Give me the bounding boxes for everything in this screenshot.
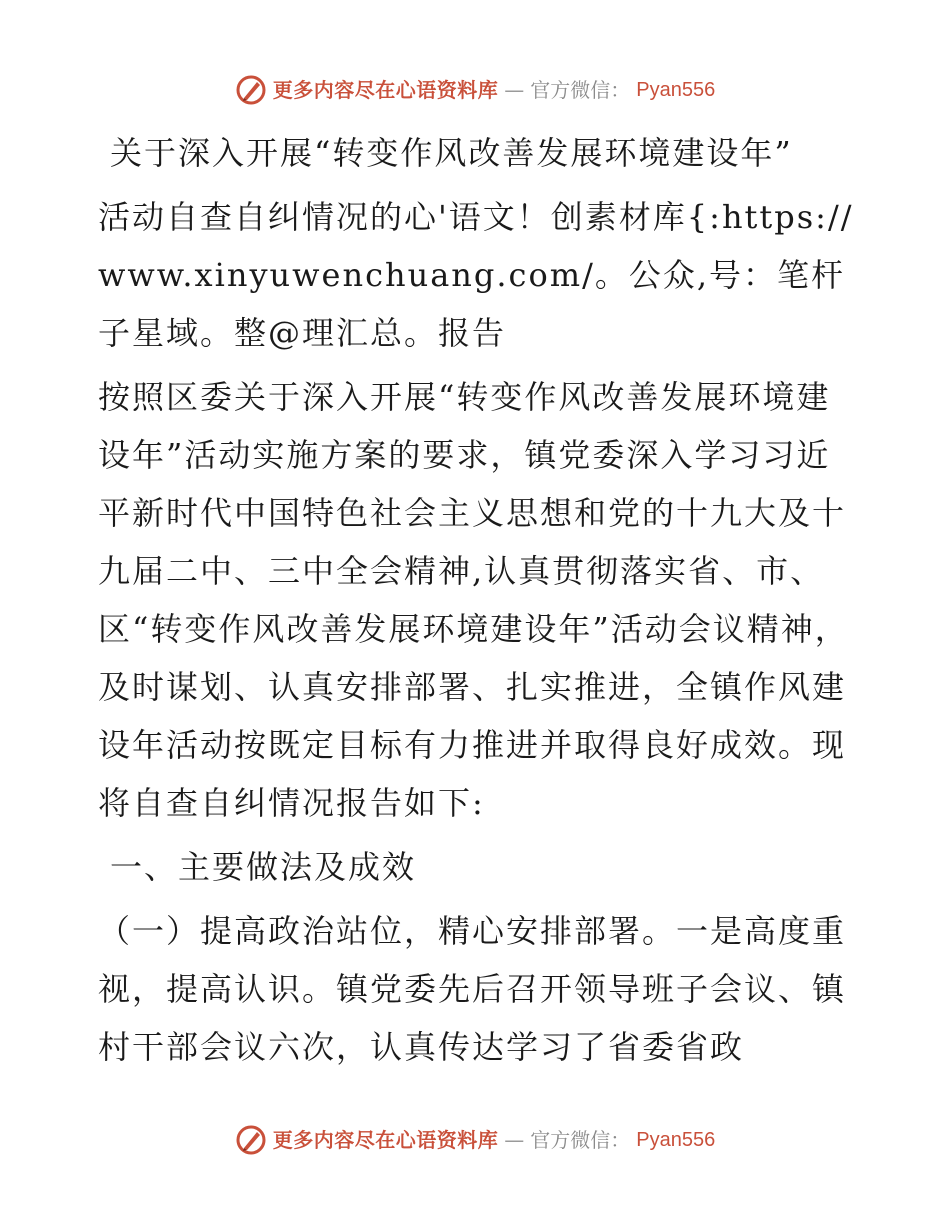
paragraph-intro: 按照区委关于深入开展“转变作风改善发展环境建设年”活动实施方案的要求，镇党委深入学习习近平新时代中国特色社会主义思想和党的十九大及十九届二中、三中全会精神,认真贯彻落实省、市、区“转变作风改善发展环境建设年”活动会议精神，及时谋划、认真安排部署、扎实推进，全镇作风建设年活动按既定目标有力推进并取得良好成效。现将自查自纠情况报告如下: xyxy=(98,378,849,822)
pen-logo-icon xyxy=(235,74,267,106)
watermark-text: 更多内容尽在心语资料库 xyxy=(272,1128,499,1152)
watermark-wechat-label: 官方微信： xyxy=(530,1128,631,1152)
watermark-header xyxy=(0,74,950,106)
watermark-wechat-label: 官方微信： xyxy=(530,78,631,102)
document-title-line2: 活动自查自纠情况的心'语文！创素材库{:https://www.xinyuwenchuang.com/。公众,号：笔杆子星域。整@理汇总。报告 xyxy=(98,198,854,352)
watermark-footer xyxy=(0,1124,950,1156)
section-heading-1: 一、主要做法及成效 xyxy=(110,848,417,886)
watermark-dash: — xyxy=(504,1128,525,1152)
document-body xyxy=(98,124,858,1076)
paragraph-section1-sub1: （一）提高政治站位，精心安排部署。一是高度重视，提高认识。镇党委先后召开领导班子会议、镇村干部会议六次，认真传达学习了省委省政 xyxy=(98,912,847,1066)
watermark-text: 更多内容尽在心语资料库 xyxy=(272,78,499,102)
pen-logo-icon xyxy=(235,1124,267,1156)
watermark-dash: — xyxy=(504,78,525,102)
document-title-line1: 关于深入开展“转变作风改善发展环境建设年” xyxy=(110,134,793,172)
watermark-wechat-id: Pyan556 xyxy=(636,1129,716,1151)
watermark-wechat-id: Pyan556 xyxy=(636,79,716,101)
